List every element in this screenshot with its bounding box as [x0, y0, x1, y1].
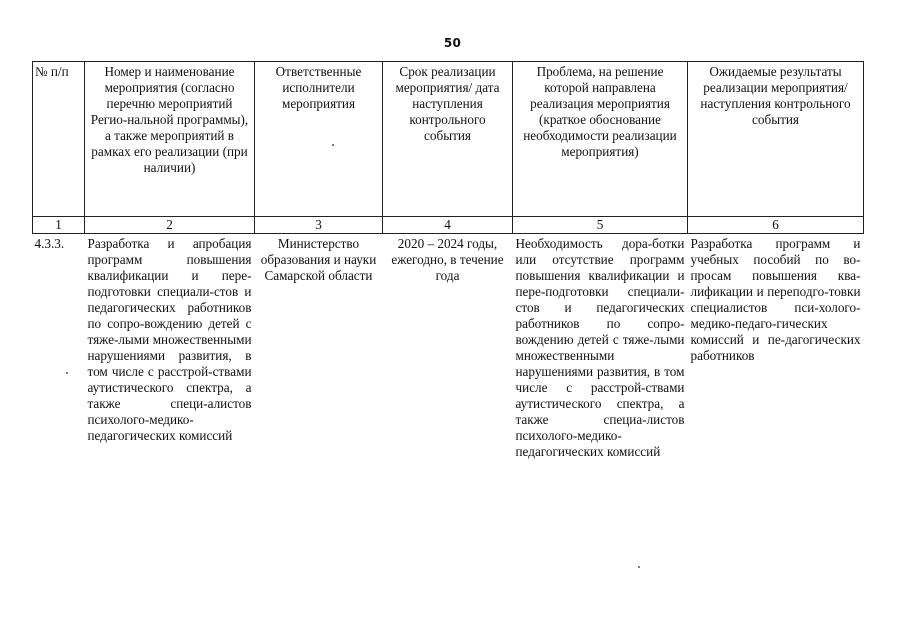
column-number: 4 [383, 217, 513, 234]
scan-speck [332, 144, 334, 146]
row-term: 2020 – 2024 годы, ежегодно, в течение года [391, 236, 504, 283]
column-number: 3 [255, 217, 383, 234]
row-expected-result: Разработка программ и учебных пособий по во-просам повышения ква-лификации и переподго-товки специалистов пси-холого-медико-педаго-гических комиссий и пе-дагогических работников [690, 236, 861, 363]
header-measure-name: Номер и наименование мероприятия (согласно перечню мероприятий Регио-нальной программы), а также мероприятий в рамках его реализации (при наличии) [85, 62, 255, 217]
column-numbers-row [33, 217, 864, 234]
column-number: 6 [688, 217, 864, 234]
row-number: 4.3.3. [34, 236, 65, 251]
row-measure-name: Разработка и апробация программ повышения квалификации и пере-подготовки специали-стов и педагогических работников по сопро-вождению детей с тяже-лыми множественными нарушениями развития, в том числе с расстрой-ствами аутистического спектра, а также специ-алистов психолого-медико-педагогических комиссий [87, 236, 252, 443]
table-header-row [33, 62, 864, 217]
page-number: 50 [443, 36, 462, 50]
header-executors: Ответственные исполнители мероприятия [255, 62, 383, 217]
row-problem: Необходимость дора-ботки или отсутствие программ повышения квалификации и пере-подготовки специали-стов и педагогических работников по сопро-вождению детей с тяже-лыми множественными нарушениями развития, в том числе с расстрой-ствами аутистического спектра, а также специа-листов психолого-медико-педагогических комиссий [515, 236, 685, 459]
header-problem: Проблема, на решение которой направлена реализация мероприятия (краткое обоснование необходимости реализации мероприятия) [513, 62, 688, 217]
column-number: 2 [85, 217, 255, 234]
table-row [33, 234, 864, 461]
scan-speck [638, 566, 640, 568]
measures-table [32, 61, 864, 460]
column-number: 1 [33, 217, 85, 234]
header-term: Срок реализации мероприятия/ дата наступления контрольного события [383, 62, 513, 217]
row-executors: Министерство образования и науки Самарской области [260, 236, 377, 283]
column-number: 5 [513, 217, 688, 234]
header-expected-results: Ожидаемые результаты реализации мероприятия/ наступления контрольного события [688, 62, 864, 217]
header-number: № п/п [33, 62, 85, 217]
scan-speck [66, 372, 68, 374]
